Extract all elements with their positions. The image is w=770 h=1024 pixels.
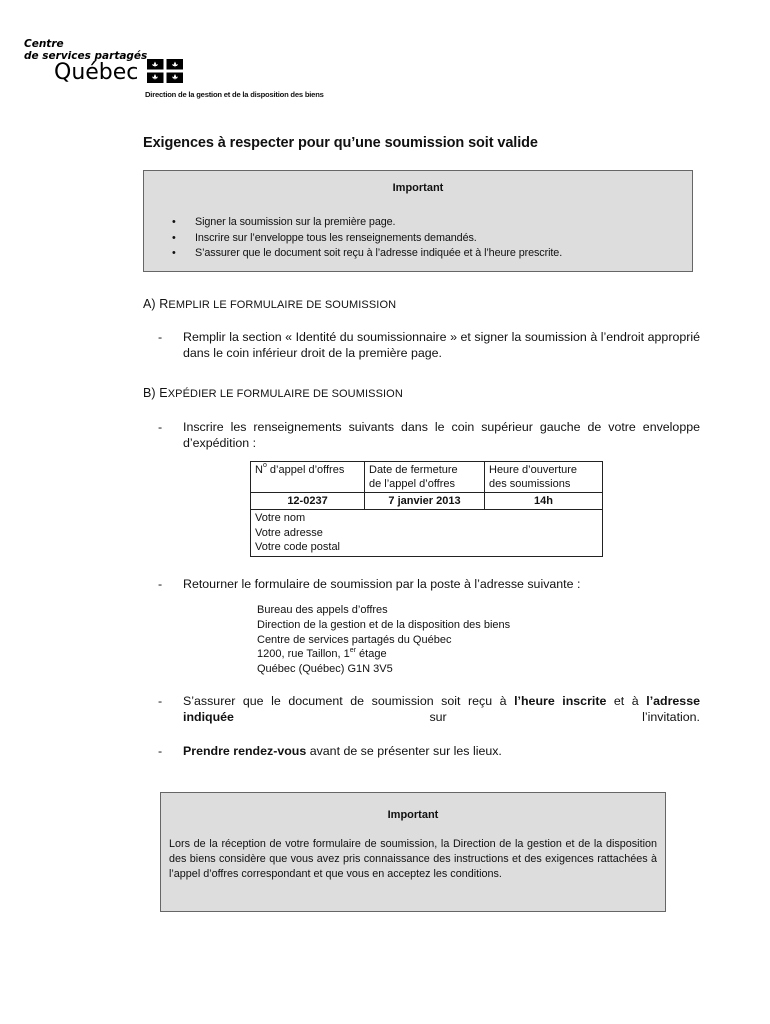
important-box-2 [160, 792, 666, 912]
mail-instruction-text: Retourner le formulaire de soumission par la poste à l’adresse suivante : [183, 577, 581, 591]
dash-marker: - [158, 744, 163, 758]
opening-time-cell: 14h [485, 493, 603, 510]
page-title: Exigences à respecter pour qu’une soumission soit valide [143, 135, 538, 151]
table-header-row [251, 462, 603, 493]
logo-org-line2: de services partagés [24, 50, 148, 62]
important-box-2-text: Lors de la réception de votre formulaire de soumission, la Direction de la gestion et de la disposition des biens considère que vous avez pris connaissance des instructions et des exigences rattachées à l’appel d’offres correspondant et que vous en acceptez les conditions. [169, 838, 657, 880]
address-line: Québec (Québec) G1N 3V5 [257, 663, 393, 676]
bullet-item: • Signer la soumission sur la première page. [172, 215, 562, 231]
section-a-item [158, 329, 700, 361]
dash-marker: - [158, 694, 163, 708]
envelope-info-table [250, 461, 603, 557]
bullet-item: • Inscrire sur l’enveloppe tous les renseignements demandés. [172, 231, 562, 247]
logo-quebec-wordmark: Québec [54, 60, 139, 85]
dash-marker: - [158, 330, 163, 344]
table-header-cell: Date de fermeture de l’appel d’offres [365, 462, 485, 493]
section-b-item-mail [158, 576, 700, 592]
receipt-instruction-text: S’assurer que le document de soumission soit reçu à l’heure inscrite et à l’adresse indiquée sur l’invitation. [183, 694, 700, 724]
section-b-item-envelope [158, 419, 700, 451]
appointment-instruction-text: Prendre rendez-vous avant de se présenter sur les lieux. [183, 744, 502, 758]
sender-address-cell: Votre nom Votre adresse Votre code postal [251, 510, 603, 557]
dash-marker: - [158, 577, 163, 591]
dash-marker: - [158, 420, 163, 434]
logo-org-line1: Centre [24, 38, 64, 50]
closing-date-cell: 7 janvier 2013 [365, 493, 485, 510]
important-box-1 [143, 170, 693, 272]
section-b-heading: B) EXPÉDIER LE FORMULAIRE DE SOUMISSION [143, 386, 403, 400]
envelope-instruction-text: Inscrire les renseignements suivants dans le coin supérieur gauche de votre enveloppe d’expédition : [183, 420, 700, 450]
important-box-1-heading: Important [392, 182, 444, 194]
table-row [251, 510, 603, 557]
section-b-item-receipt [158, 693, 700, 725]
address-line: 1200, rue Taillon, 1er étage [257, 646, 387, 661]
organization-logo [24, 38, 344, 104]
important-bullet-list [172, 215, 562, 262]
tender-number-cell: 12-0237 [251, 493, 365, 510]
mailing-address [257, 603, 510, 677]
table-header-cell: Heure d’ouverture des soumissions [485, 462, 603, 493]
important-box-2-heading: Important [387, 809, 439, 821]
table-header-cell: $N^o$ d’appel d’offres [251, 462, 365, 493]
section-a-heading: A) REMPLIR LE FORMULAIRE DE SOUMISSION [143, 297, 397, 311]
address-line: Direction de la gestion et de la disposition des biens [257, 618, 511, 631]
address-line: Bureau des appels d’offres [257, 604, 388, 616]
section-b-item-appointment [158, 743, 700, 759]
quebec-flag-icon [147, 59, 183, 83]
bullet-item: • S’assurer que le document soit reçu à l’adresse indiquée et à l’heure prescrite. [172, 246, 562, 262]
address-line: Centre de services partagés du Québec [257, 633, 452, 646]
table-row [251, 493, 603, 510]
direction-subtitle: Direction de la gestion et de la disposition des biens [145, 90, 324, 99]
section-a-item-text: Remplir la section « Identité du soumissionnaire » et signer la soumission à l’endroit approprié dans le coin inférieur droit de la première page. [183, 330, 700, 360]
